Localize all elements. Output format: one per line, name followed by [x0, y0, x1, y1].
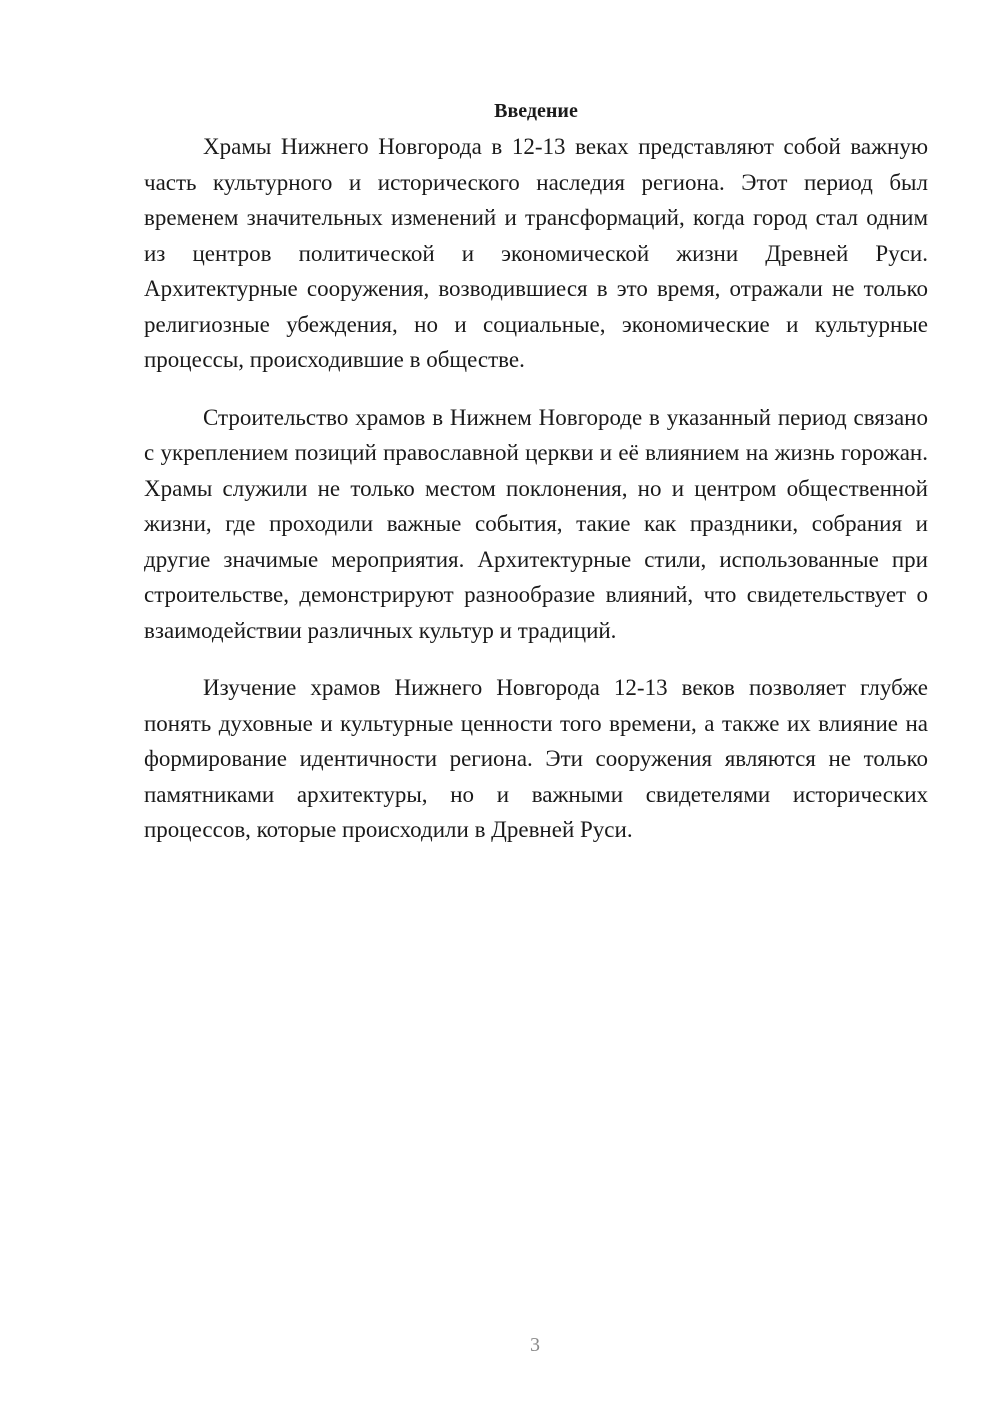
paragraph-2: Строительство храмов в Нижнем Новгороде в указанный период связано с укреплением позиций православной церкви и её влиянием на жизнь горожан. Храмы служили не только местом поклонения, но и центром общественной жизни, где проходили важные события, такие как праздники, собрания и другие значимые мероприятия. Архитектурные стили, использованные при строительстве, демонстрируют разнообразие влияний, что свидетельствует о взаимодействии различных культур и традиций.: [144, 404, 928, 643]
section-title: Введение: [494, 100, 578, 122]
paragraph-3: Изучение храмов Нижнего Новгорода 12-13 веков позволяет глубже понять духовные и культурные ценности того времени, а также их влияние на формирование идентичности региона. Эти сооружения являются не только памятниками архитектуры, но и важными свидетелями исторических процессов, которые происходили в Древней Руси.: [144, 675, 928, 842]
page-number: 3: [530, 1334, 540, 1356]
page-content: [144, 95, 928, 870]
paragraph-1: Храмы Нижнего Новгорода в 12-13 веках представляют собой важную часть культурного и исторического наследия региона. Этот период был временем значительных изменений и трансформаций, когда город стал одним из центров политической и экономической жизни Древней Руси. Архитектурные сооружения, возводившиеся в это время, отражали не только религиозные убеждения, но и социальные, экономические и культурные процессы, происходившие в обществе.: [144, 134, 928, 372]
